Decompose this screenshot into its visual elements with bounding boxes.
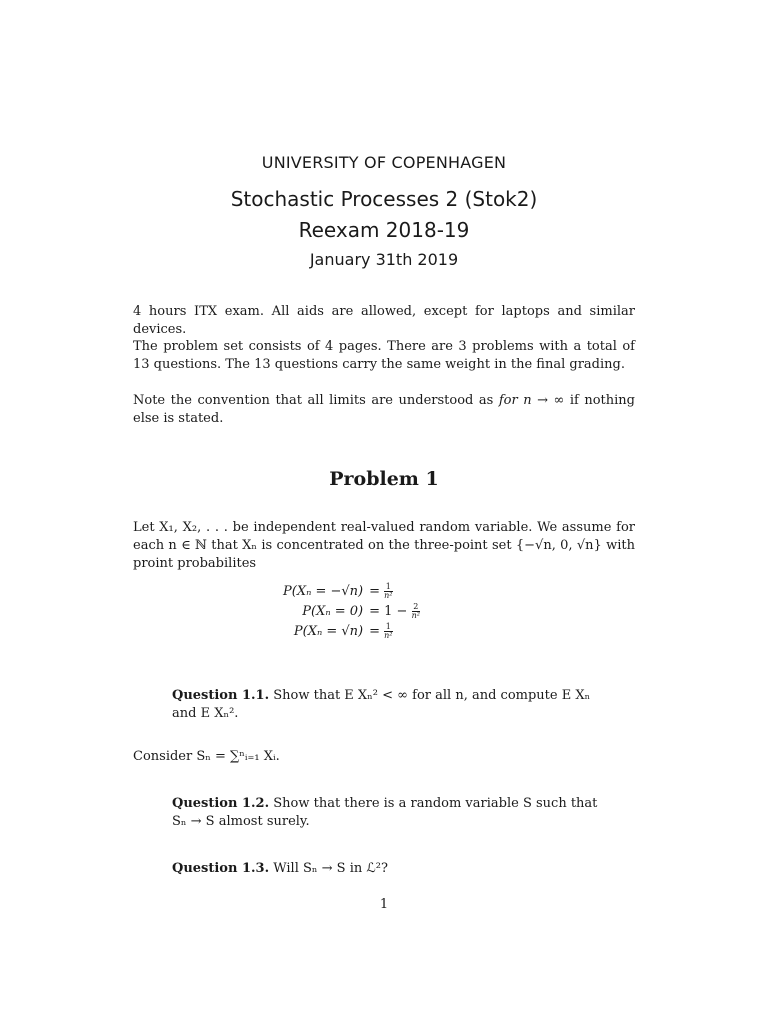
question-text: Show that E Xₙ² < ∞ for all n, and compute E Xₙ and E Xₙ².	[172, 688, 591, 721]
equation-rhs	[366, 622, 423, 642]
convention-text-start: Note the convention that all limits are understood as	[133, 393, 499, 408]
fraction	[384, 583, 392, 600]
equation-rhs	[366, 582, 423, 602]
equation-row	[280, 622, 423, 642]
probability-equations	[280, 582, 423, 642]
equation-lhs: P(Xₙ = 0)	[302, 604, 364, 619]
question-label: Question 1.3.	[172, 861, 270, 876]
equation-lhs: P(Xₙ = −√n)	[283, 584, 364, 599]
convention-text-italic: for n → ∞	[498, 393, 565, 408]
equation-rhs-prefix: =	[369, 624, 385, 639]
equation-lhs: P(Xₙ = √n)	[293, 624, 364, 639]
equation-rhs	[366, 602, 423, 622]
fraction-denominator: n²	[384, 591, 393, 600]
convention-text-end: if nothing else is stated.	[133, 393, 636, 426]
consider-sum-line: Consider Sₙ = ∑ⁿᵢ₌₁ Xᵢ.	[133, 749, 280, 764]
problem-heading: Problem 1	[329, 468, 439, 490]
problem-statement: Let X₁, X₂, . . . be independent real-valued random variable. We assume for each n ∈ ℕ that Xₙ is concentrated on the three-point set {−√n, 0, √n} with proint probabilites	[133, 520, 635, 571]
exam-title: Reexam 2018-19	[298, 218, 470, 242]
fraction-denominator: n²	[384, 631, 393, 640]
exam-date: January 31th 2019	[309, 250, 459, 269]
intro-paragraph-structure: The problem set consists of 4 pages. There are 3 problems with a total of 13 questions. The 13 questions carry the same weight in the final grading.	[133, 339, 635, 372]
equation-row	[280, 602, 423, 622]
fraction	[412, 603, 420, 620]
course-title: Stochastic Processes 2 (Stok2)	[230, 187, 538, 211]
question-1-1	[172, 687, 598, 723]
fraction-denominator: n²	[411, 611, 420, 620]
question-1-3	[172, 860, 598, 878]
intro-paragraph-aids: 4 hours ITX exam. All aids are allowed, except for laptops and similar devices.	[133, 304, 635, 337]
equation-rhs-prefix: =	[369, 584, 385, 599]
question-label: Question 1.2.	[172, 796, 270, 811]
equation-row	[280, 582, 423, 602]
question-label: Question 1.1.	[172, 688, 270, 703]
fraction-numerator: 1	[385, 582, 391, 591]
question-text: Will Sₙ → S in ℒ²?	[269, 861, 388, 876]
equation-rhs-prefix: = 1 −	[369, 604, 412, 619]
question-1-2	[172, 795, 598, 831]
fraction-numerator: 2	[413, 602, 419, 611]
page-number: 1	[379, 897, 389, 912]
fraction	[384, 623, 392, 640]
intro-paragraph-convention	[133, 392, 635, 428]
university-name: UNIVERSITY OF COPENHAGEN	[261, 153, 507, 172]
fraction-numerator: 1	[385, 622, 391, 631]
question-text: Show that there is a random variable S such that Sₙ → S almost surely.	[172, 796, 598, 829]
